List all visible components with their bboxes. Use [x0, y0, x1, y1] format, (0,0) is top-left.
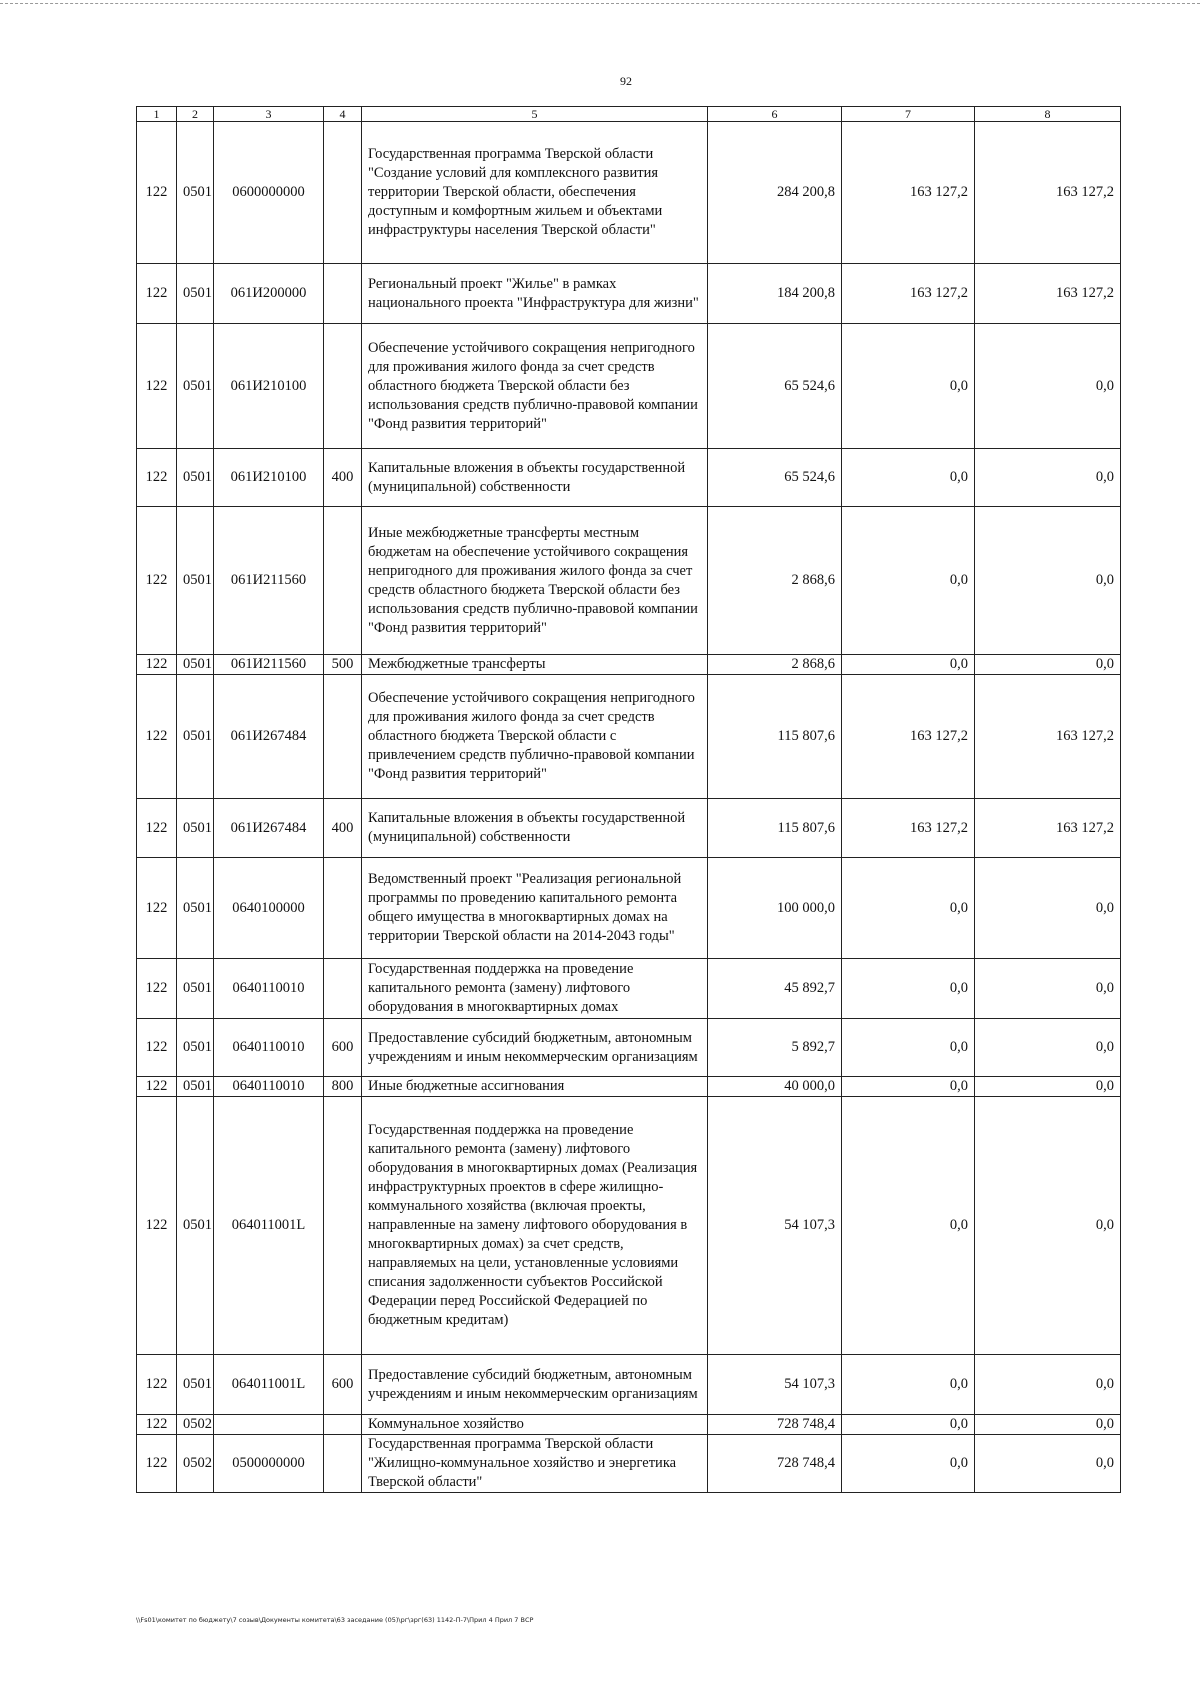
expense-type-cell: 400 — [324, 449, 362, 507]
file-path-footer: \\Fs01\комитет по бюджету\7 созыв\Документы комитета\63 заседание (05)\рг\зрг(63) 1142-П-7\Прил 4 Прил 7 ВСР — [136, 1616, 534, 1624]
amount-year3-cell: 163 127,2 — [975, 675, 1121, 799]
name-cell: Межбюджетные трансферты — [362, 655, 708, 675]
amount-year2-cell: 0,0 — [842, 1435, 975, 1493]
amount-year3-cell: 0,0 — [975, 1435, 1121, 1493]
header-col-1: 1 — [137, 107, 177, 122]
table-row — [137, 1415, 1121, 1435]
section-cell: 0502 — [177, 1435, 214, 1493]
expense-type-cell: 500 — [324, 655, 362, 675]
amount-year1-cell: 728 748,4 — [708, 1415, 842, 1435]
table-row — [137, 1077, 1121, 1097]
name-cell: Коммунальное хозяйство — [362, 1415, 708, 1435]
amount-year3-cell: 0,0 — [975, 1355, 1121, 1415]
section-cell: 0501 — [177, 1355, 214, 1415]
header-col-2: 2 — [177, 107, 214, 122]
amount-year2-cell: 0,0 — [842, 324, 975, 449]
target-article-cell: 061И200000 — [214, 264, 324, 324]
target-article-cell: 0500000000 — [214, 1435, 324, 1493]
section-cell: 0501 — [177, 675, 214, 799]
code-admin-cell: 122 — [137, 264, 177, 324]
name-cell: Государственная поддержка на проведение капитального ремонта (замену) лифтового оборудования в многоквартирных домах — [362, 959, 708, 1019]
expense-type-cell — [324, 1435, 362, 1493]
section-cell: 0502 — [177, 1415, 214, 1435]
table-row — [137, 799, 1121, 858]
header-col-4: 4 — [324, 107, 362, 122]
amount-year2-cell: 0,0 — [842, 655, 975, 675]
section-cell: 0501 — [177, 1077, 214, 1097]
amount-year2-cell: 0,0 — [842, 858, 975, 959]
code-admin-cell: 122 — [137, 1415, 177, 1435]
target-article-cell: 0640100000 — [214, 858, 324, 959]
amount-year3-cell: 163 127,2 — [975, 799, 1121, 858]
name-cell: Государственная поддержка на проведение капитального ремонта (замену) лифтового оборудования в многоквартирных домах (Реализация инфраструктурных проектов в сфере жилищно-коммунального хозяйства (включая проекты, направленные на замену лифтового оборудования в многоквартирных домах) за счет средств, направляемых на цели, установленные условиями списания задолженности субъектов Российской Федерации перед Российской Федерацией по бюджетным кредитам) — [362, 1097, 708, 1355]
amount-year1-cell: 45 892,7 — [708, 959, 842, 1019]
amount-year3-cell: 0,0 — [975, 1415, 1121, 1435]
code-admin-cell: 122 — [137, 1019, 177, 1077]
expense-type-cell — [324, 122, 362, 264]
table-row — [137, 122, 1121, 264]
amount-year2-cell: 163 127,2 — [842, 264, 975, 324]
header-col-7: 7 — [842, 107, 975, 122]
section-cell: 0501 — [177, 324, 214, 449]
code-admin-cell: 122 — [137, 675, 177, 799]
table-row — [137, 507, 1121, 655]
header-col-5: 5 — [362, 107, 708, 122]
code-admin-cell: 122 — [137, 324, 177, 449]
code-admin-cell: 122 — [137, 858, 177, 959]
amount-year2-cell: 0,0 — [842, 1019, 975, 1077]
section-cell: 0501 — [177, 1019, 214, 1077]
table-row — [137, 449, 1121, 507]
code-admin-cell: 122 — [137, 655, 177, 675]
name-cell: Капитальные вложения в объекты государственной (муниципальной) собственности — [362, 449, 708, 507]
amount-year3-cell: 0,0 — [975, 858, 1121, 959]
amount-year1-cell: 284 200,8 — [708, 122, 842, 264]
code-admin-cell: 122 — [137, 1097, 177, 1355]
table-row — [137, 655, 1121, 675]
table-row — [137, 1019, 1121, 1077]
amount-year2-cell: 0,0 — [842, 1355, 975, 1415]
amount-year1-cell: 728 748,4 — [708, 1435, 842, 1493]
target-article-cell: 0640110010 — [214, 959, 324, 1019]
amount-year1-cell: 115 807,6 — [708, 799, 842, 858]
name-cell: Государственная программа Тверской области "Создание условий для комплексного развития территории Тверской области, обеспечения доступным и комфортным жильем и объектами инфраструктуры населения Тверской области" — [362, 122, 708, 264]
table-row — [137, 675, 1121, 799]
target-article-cell: 061И210100 — [214, 324, 324, 449]
expense-type-cell: 600 — [324, 1355, 362, 1415]
section-cell: 0501 — [177, 449, 214, 507]
section-cell: 0501 — [177, 1097, 214, 1355]
amount-year2-cell: 0,0 — [842, 449, 975, 507]
name-cell: Государственная программа Тверской области "Жилищно-коммунальное хозяйство и энергетика Тверской области" — [362, 1435, 708, 1493]
header-col-3: 3 — [214, 107, 324, 122]
section-cell: 0501 — [177, 858, 214, 959]
target-article-cell: 0600000000 — [214, 122, 324, 264]
header-col-6: 6 — [708, 107, 842, 122]
name-cell: Обеспечение устойчивого сокращения непригодного для проживания жилого фонда за счет средств областного бюджета Тверской области без использования средств публично-правовой компании "Фонд развития территорий" — [362, 324, 708, 449]
header-col-8: 8 — [975, 107, 1121, 122]
section-cell: 0501 — [177, 264, 214, 324]
table-row — [137, 1355, 1121, 1415]
amount-year3-cell: 0,0 — [975, 1077, 1121, 1097]
target-article-cell: 064011001L — [214, 1355, 324, 1415]
amount-year1-cell: 65 524,6 — [708, 449, 842, 507]
target-article-cell: 0640110010 — [214, 1077, 324, 1097]
name-cell: Иные бюджетные ассигнования — [362, 1077, 708, 1097]
amount-year3-cell: 0,0 — [975, 324, 1121, 449]
name-cell: Предоставление субсидий бюджетным, автономным учреждениям и иным некоммерческим организациям — [362, 1355, 708, 1415]
target-article-cell: 064011001L — [214, 1097, 324, 1355]
section-cell: 0501 — [177, 655, 214, 675]
amount-year1-cell: 54 107,3 — [708, 1097, 842, 1355]
expense-type-cell — [324, 264, 362, 324]
amount-year2-cell: 0,0 — [842, 1077, 975, 1097]
section-cell: 0501 — [177, 122, 214, 264]
amount-year1-cell: 65 524,6 — [708, 324, 842, 449]
target-article-cell: 061И267484 — [214, 675, 324, 799]
target-article-cell: 061И210100 — [214, 449, 324, 507]
code-admin-cell: 122 — [137, 507, 177, 655]
section-cell: 0501 — [177, 799, 214, 858]
section-cell: 0501 — [177, 507, 214, 655]
expense-type-cell — [324, 858, 362, 959]
target-article-cell: 061И267484 — [214, 799, 324, 858]
name-cell: Региональный проект "Жилье" в рамках национального проекта "Инфраструктура для жизни" — [362, 264, 708, 324]
table-row — [137, 1435, 1121, 1493]
top-border-line — [0, 3, 1200, 4]
table-row — [137, 858, 1121, 959]
amount-year1-cell: 2 868,6 — [708, 655, 842, 675]
amount-year3-cell: 0,0 — [975, 449, 1121, 507]
expense-type-cell: 600 — [324, 1019, 362, 1077]
expense-type-cell — [324, 507, 362, 655]
code-admin-cell: 122 — [137, 799, 177, 858]
amount-year3-cell: 0,0 — [975, 1097, 1121, 1355]
target-article-cell: 061И211560 — [214, 507, 324, 655]
code-admin-cell: 122 — [137, 122, 177, 264]
amount-year2-cell: 163 127,2 — [842, 799, 975, 858]
code-admin-cell: 122 — [137, 1435, 177, 1493]
amount-year3-cell: 0,0 — [975, 1019, 1121, 1077]
amount-year3-cell: 163 127,2 — [975, 264, 1121, 324]
amount-year1-cell: 54 107,3 — [708, 1355, 842, 1415]
table-row — [137, 264, 1121, 324]
section-cell: 0501 — [177, 959, 214, 1019]
expense-type-cell — [324, 1097, 362, 1355]
table-row — [137, 1097, 1121, 1355]
amount-year3-cell: 0,0 — [975, 507, 1121, 655]
expense-type-cell: 400 — [324, 799, 362, 858]
name-cell: Иные межбюджетные трансферты местным бюджетам на обеспечение устойчивого сокращения непригодного для проживания жилого фонда за счет средств областного бюджета Тверской области без использования средств публично-правовой компании "Фонд развития территорий" — [362, 507, 708, 655]
amount-year1-cell: 184 200,8 — [708, 264, 842, 324]
amount-year2-cell: 163 127,2 — [842, 122, 975, 264]
name-cell: Предоставление субсидий бюджетным, автономным учреждениям и иным некоммерческим организациям — [362, 1019, 708, 1077]
table-row — [137, 959, 1121, 1019]
name-cell: Ведомственный проект "Реализация региональной программы по проведению капитального ремонта общего имущества в многоквартирных домах на территории Тверской области на 2014-2043 годы" — [362, 858, 708, 959]
expense-type-cell — [324, 1415, 362, 1435]
amount-year2-cell: 0,0 — [842, 959, 975, 1019]
expense-type-cell — [324, 959, 362, 1019]
amount-year3-cell: 163 127,2 — [975, 122, 1121, 264]
amount-year1-cell: 40 000,0 — [708, 1077, 842, 1097]
code-admin-cell: 122 — [137, 1077, 177, 1097]
budget-table — [136, 106, 1121, 1493]
target-article-cell: 0640110010 — [214, 1019, 324, 1077]
code-admin-cell: 122 — [137, 449, 177, 507]
name-cell: Капитальные вложения в объекты государственной (муниципальной) собственности — [362, 799, 708, 858]
code-admin-cell: 122 — [137, 959, 177, 1019]
code-admin-cell: 122 — [137, 1355, 177, 1415]
target-article-cell — [214, 1415, 324, 1435]
expense-type-cell: 800 — [324, 1077, 362, 1097]
amount-year1-cell: 100 000,0 — [708, 858, 842, 959]
amount-year1-cell: 115 807,6 — [708, 675, 842, 799]
target-article-cell: 061И211560 — [214, 655, 324, 675]
page-number: 92 — [620, 74, 632, 88]
table-row — [137, 324, 1121, 449]
header-row — [137, 107, 1121, 122]
amount-year2-cell: 0,0 — [842, 1097, 975, 1355]
amount-year2-cell: 0,0 — [842, 1415, 975, 1435]
amount-year1-cell: 5 892,7 — [708, 1019, 842, 1077]
expense-type-cell — [324, 675, 362, 799]
amount-year3-cell: 0,0 — [975, 959, 1121, 1019]
expense-type-cell — [324, 324, 362, 449]
amount-year1-cell: 2 868,6 — [708, 507, 842, 655]
amount-year2-cell: 0,0 — [842, 507, 975, 655]
name-cell: Обеспечение устойчивого сокращения непригодного для проживания жилого фонда за счет средств областного бюджета Тверской области с привлечением средств публично-правовой компании "Фонд развития территорий" — [362, 675, 708, 799]
amount-year2-cell: 163 127,2 — [842, 675, 975, 799]
amount-year3-cell: 0,0 — [975, 655, 1121, 675]
